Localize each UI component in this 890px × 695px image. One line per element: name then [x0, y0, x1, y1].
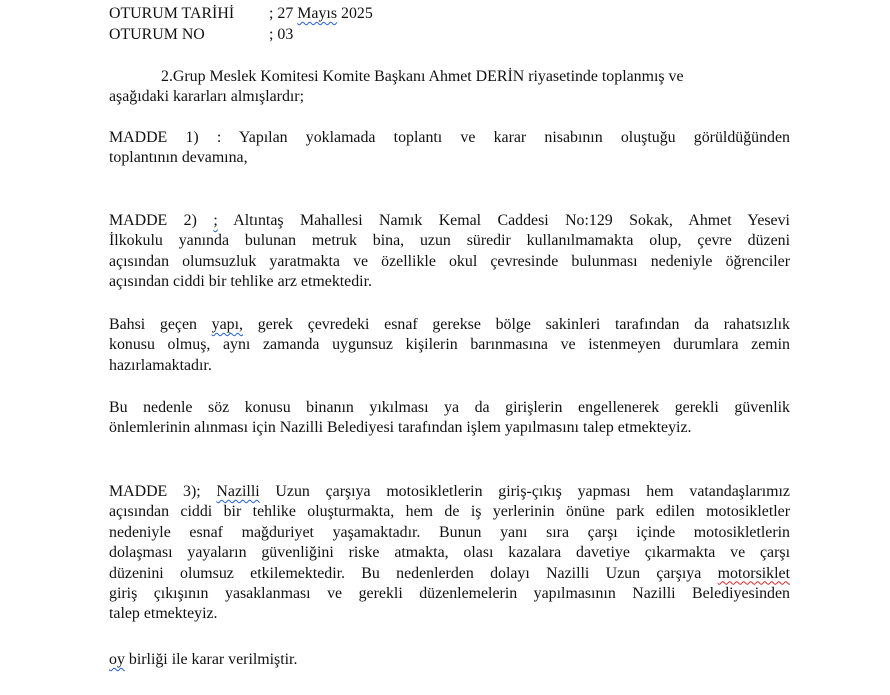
nedenle-paragraph [109, 398, 790, 439]
bahsi-line [109, 315, 790, 335]
conclusion-word: oy [109, 651, 125, 668]
intro-line: 2.Grup Meslek Komitesi Komite Başkanı Ahmet DERİN riyasetinde toplanmış ve [161, 68, 684, 85]
madde-2-line: açısından olumsuzluk yaratmakta ve özellikle okul çevresinde bulunması nedeniyle öğrenciler [109, 252, 790, 270]
madde-3-line5-text: düzenini olumsuz etkilemektedir. Bu nedenlerden dolayı Nazilli Uzun çarşıya [109, 564, 702, 582]
madde-1-line: toplantının devamına, [109, 149, 248, 167]
bahsi-paragraph [109, 315, 790, 376]
madde-3-paragraph [109, 482, 790, 625]
nedenle-line: önlemlerinin alınması için Nazilli Belediyesi tarafından işlem yapılmasını talep etmekteyiz. [109, 419, 692, 437]
bahsi-word: yapı, [211, 316, 243, 333]
session-no-label: OTURUM NO [109, 26, 205, 43]
madde-2-paragraph [109, 211, 790, 293]
nedenle-line: Bu nedenle söz konusu binanın yıkılması ya da girişlerin engellenerek gerekli güvenlik [109, 399, 790, 416]
bahsi-pre: Bahsi geçen [109, 316, 197, 333]
madde-3-line: açısından ciddi bir tehlike oluşturmakta, hem de iş yerlerinin önüne park edilen motosikletler [109, 503, 790, 521]
madde-1-paragraph [109, 128, 790, 169]
intro-line: aşağıdaki kararları almışlardır; [109, 88, 305, 106]
madde-2-line1-text: Altıntaş Mahallesi Namık Kemal Caddesi No:129 Sokak, Ahmet Yesevi [233, 212, 790, 229]
session-date-day: 27 [277, 5, 294, 22]
madde-3-line1-text: Uzun çarşıya motosikletlerin giriş-çıkış yapması hem vatandaşlarımız [275, 483, 790, 500]
madde-3-line [109, 482, 790, 502]
madde-2-line: İlkokulu yanında bulunan metruk bina, uzun süredir kullanılmamakta olup, çevre düzeni [109, 232, 790, 250]
bahsi-line: hazırlamaktadır. [109, 356, 212, 374]
session-date-row [109, 4, 373, 24]
session-date-year: 2025 [341, 5, 373, 22]
madde-3-label: MADDE 3); [109, 483, 201, 500]
bahsi-line: konusu olmuş, aynı zamanda uygunsuz kişilerin barınmasına ve istenmeyen durumlara zemin [109, 336, 790, 354]
madde-2-label: MADDE 2) [109, 212, 197, 229]
madde-3-word: Nazilli [216, 483, 260, 500]
madde-3-line: dolaşması yayaların güvenliğini riske atmakta, olası kazalara davetiye çıkarmakta ve çarşı [109, 544, 790, 562]
madde-2-line [109, 211, 790, 231]
conclusion-paragraph [109, 650, 790, 670]
madde-1-line: MADDE 1) : Yapılan yoklamada toplantı ve karar nisabının oluştuğu görüldüğünden [109, 129, 790, 146]
session-no-row [109, 25, 293, 45]
session-date-label: OTURUM TARİHİ [109, 5, 235, 22]
madde-3-line [109, 564, 790, 584]
madde-3-line: nedeniyle esnaf mağduriyet yaşamaktadır. Bunun yanı sıra çarşı içinde motosikletlerin [109, 523, 790, 541]
conclusion-text: birliği ile karar verilmiştir. [128, 651, 298, 668]
session-no-value: ; 03 [269, 26, 294, 43]
madde-3-line: giriş çıkışının yasaklanması ve gerekli düzenlemelerin yapılmasının Nazilli Belediyesinden [109, 585, 790, 603]
madde-2-sep: ; [213, 212, 218, 229]
madde-2-line: açısından ciddi bir tehlike arz etmektedir. [109, 273, 372, 291]
session-date-sep: ; [269, 5, 274, 22]
madde-3-misspelled-word: motorsiklet [717, 564, 790, 582]
intro-paragraph [109, 67, 790, 108]
bahsi-line1-text: gerek çevredeki esnaf gerekse bölge sakinleri tarafından da rahatsızlık [257, 316, 790, 333]
conclusion-line [109, 650, 790, 670]
madde-3-line: talep etmekteyiz. [109, 605, 218, 623]
session-date-month: Mayıs [297, 5, 338, 22]
